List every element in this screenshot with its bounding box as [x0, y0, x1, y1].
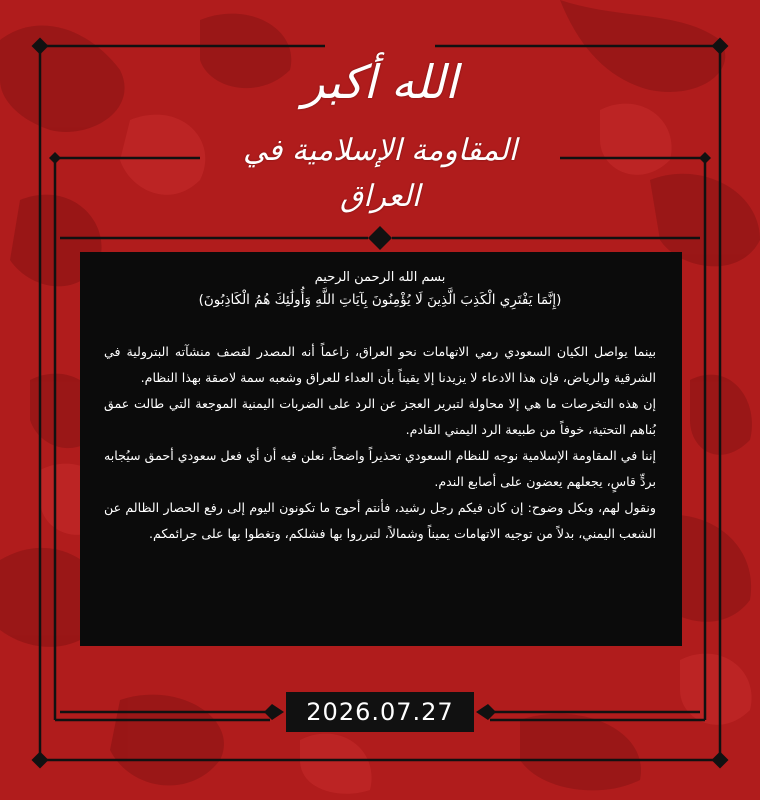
- statement-panel: [80, 252, 682, 646]
- takbir-calligraphy: الله أكبر: [302, 55, 458, 109]
- statement-paragraph: ونقول لهم، وبكل وضوح: إن كان فيكم رجل رشيد، فأنتم أحوج ما تكونون اليوم إلى رفع الحصار الظالم عن الشعب اليمني، بدلاً من توجيه الاتهامات يميناً وشمالاً، لتبرروا بها فشلكم، وتغطوا بها على جرائمكم.: [104, 500, 656, 541]
- statement-paragraph: بينما يواصل الكيان السعودي رمي الاتهامات نحو العراق، زاعماً أنه المصدر لقصف منشآته البترولية في الشرقية والرياض، فإن هذا الادعاء لا يزيدنا إلا يقيناً بأن العداء للعراق وشعبه سمة لاصقة بهذا النظام.: [104, 344, 656, 385]
- statement-paragraph: إن هذه التخرصات ما هي إلا محاولة لتبرير العجز عن الرد على الضربات اليمنية الموجعة التي طالت عمق بُناهم التحتية، خوفاً من طبيعة الرد اليمني القادم.: [104, 396, 656, 437]
- statement-paragraph: إننا في المقاومة الإسلامية نوجه للنظام السعودي تحذيراً واضحاً، نعلن فيه أن أي فعل سعودي أحمق سيُجابه بردٍّ قاسٍ، يجعلهم يعضون على أصابع الندم.: [104, 448, 656, 489]
- quran-verse: (إِنَّمَا يَفْتَرِي الْكَذِبَ الَّذِينَ لَا يُؤْمِنُونَ بِآيَاتِ اللَّهِ وَأُولَٰئِكَ هُمُ الْكَاذِبُونَ): [198, 292, 562, 308]
- bismillah-line: بسم الله الرحمن الرحيم: [314, 270, 446, 285]
- header-emblem: [230, 52, 530, 214]
- statement-body: [104, 339, 656, 547]
- date-badge: 2026.07.27: [286, 692, 474, 732]
- group-name-calligraphy: المقاومة الإسلامية في العراق: [243, 133, 517, 214]
